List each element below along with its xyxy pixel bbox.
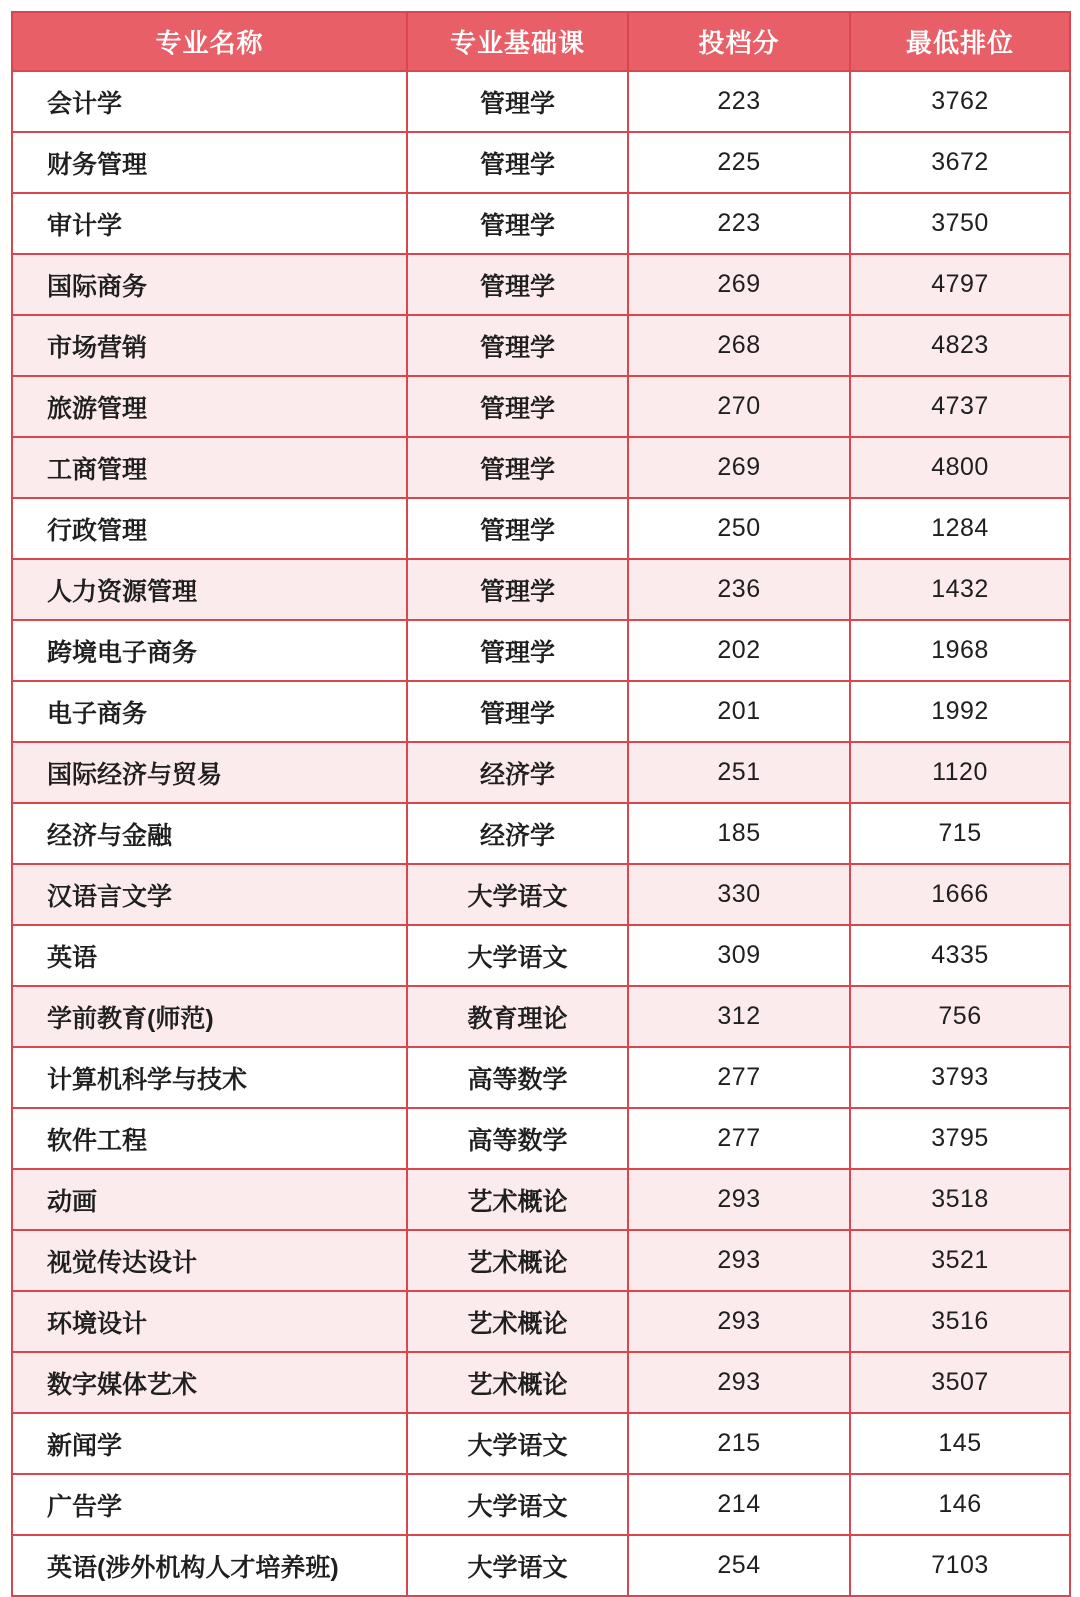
cell-admission-score: 277 xyxy=(628,1047,850,1108)
cell-basic-course: 管理学 xyxy=(407,315,628,376)
table-row xyxy=(12,1047,1070,1108)
cell-major-name: 英语 xyxy=(12,925,407,986)
table-row xyxy=(12,254,1070,315)
cell-basic-course: 管理学 xyxy=(407,132,628,193)
cell-admission-score: 225 xyxy=(628,132,850,193)
table-row xyxy=(12,986,1070,1047)
column-header-basic-course: 专业基础课 xyxy=(407,12,628,71)
cell-admission-score: 251 xyxy=(628,742,850,803)
cell-major-name: 广告学 xyxy=(12,1474,407,1535)
cell-major-name: 学前教育(师范) xyxy=(12,986,407,1047)
cell-major-name: 经济与金融 xyxy=(12,803,407,864)
cell-lowest-rank: 1120 xyxy=(850,742,1070,803)
cell-major-name: 国际商务 xyxy=(12,254,407,315)
cell-lowest-rank: 7103 xyxy=(850,1535,1070,1596)
cell-basic-course: 大学语文 xyxy=(407,1535,628,1596)
cell-lowest-rank: 3762 xyxy=(850,71,1070,132)
cell-lowest-rank: 3795 xyxy=(850,1108,1070,1169)
cell-basic-course: 高等数学 xyxy=(407,1108,628,1169)
cell-major-name: 人力资源管理 xyxy=(12,559,407,620)
cell-major-name: 工商管理 xyxy=(12,437,407,498)
cell-basic-course: 管理学 xyxy=(407,254,628,315)
cell-lowest-rank: 3750 xyxy=(850,193,1070,254)
table-row xyxy=(12,498,1070,559)
cell-basic-course: 管理学 xyxy=(407,71,628,132)
table-row xyxy=(12,1108,1070,1169)
cell-lowest-rank: 145 xyxy=(850,1413,1070,1474)
cell-admission-score: 293 xyxy=(628,1352,850,1413)
cell-admission-score: 202 xyxy=(628,620,850,681)
cell-major-name: 汉语言文学 xyxy=(12,864,407,925)
cell-basic-course: 艺术概论 xyxy=(407,1230,628,1291)
cell-admission-score: 270 xyxy=(628,376,850,437)
table-row xyxy=(12,620,1070,681)
cell-major-name: 审计学 xyxy=(12,193,407,254)
table-row xyxy=(12,71,1070,132)
table-row xyxy=(12,1230,1070,1291)
cell-admission-score: 214 xyxy=(628,1474,850,1535)
table-body xyxy=(12,71,1070,1596)
cell-major-name: 财务管理 xyxy=(12,132,407,193)
cell-lowest-rank: 3521 xyxy=(850,1230,1070,1291)
cell-major-name: 跨境电子商务 xyxy=(12,620,407,681)
cell-lowest-rank: 4737 xyxy=(850,376,1070,437)
table-row xyxy=(12,132,1070,193)
cell-admission-score: 312 xyxy=(628,986,850,1047)
table-row xyxy=(12,1413,1070,1474)
cell-admission-score: 277 xyxy=(628,1108,850,1169)
cell-admission-score: 268 xyxy=(628,315,850,376)
cell-major-name: 计算机科学与技术 xyxy=(12,1047,407,1108)
cell-admission-score: 269 xyxy=(628,254,850,315)
cell-major-name: 电子商务 xyxy=(12,681,407,742)
cell-lowest-rank: 4800 xyxy=(850,437,1070,498)
cell-admission-score: 223 xyxy=(628,71,850,132)
cell-basic-course: 大学语文 xyxy=(407,864,628,925)
cell-basic-course: 艺术概论 xyxy=(407,1352,628,1413)
table-header xyxy=(12,12,1070,71)
cell-basic-course: 管理学 xyxy=(407,376,628,437)
table-row xyxy=(12,1352,1070,1413)
cell-basic-course: 管理学 xyxy=(407,620,628,681)
cell-basic-course: 经济学 xyxy=(407,803,628,864)
cell-lowest-rank: 4797 xyxy=(850,254,1070,315)
cell-admission-score: 254 xyxy=(628,1535,850,1596)
cell-basic-course: 大学语文 xyxy=(407,1413,628,1474)
cell-admission-score: 215 xyxy=(628,1413,850,1474)
cell-lowest-rank: 146 xyxy=(850,1474,1070,1535)
cell-admission-score: 250 xyxy=(628,498,850,559)
cell-lowest-rank: 4335 xyxy=(850,925,1070,986)
column-header-lowest-rank: 最低排位 xyxy=(850,12,1070,71)
cell-admission-score: 223 xyxy=(628,193,850,254)
cell-major-name: 市场营销 xyxy=(12,315,407,376)
cell-lowest-rank: 3516 xyxy=(850,1291,1070,1352)
column-header-admission-score: 投档分 xyxy=(628,12,850,71)
cell-basic-course: 经济学 xyxy=(407,742,628,803)
cell-lowest-rank: 1992 xyxy=(850,681,1070,742)
cell-admission-score: 309 xyxy=(628,925,850,986)
table-row xyxy=(12,315,1070,376)
cell-basic-course: 大学语文 xyxy=(407,925,628,986)
table-row xyxy=(12,1291,1070,1352)
table-header-row xyxy=(12,12,1070,71)
cell-major-name: 数字媒体艺术 xyxy=(12,1352,407,1413)
table-row xyxy=(12,437,1070,498)
cell-admission-score: 293 xyxy=(628,1291,850,1352)
table-row xyxy=(12,803,1070,864)
cell-basic-course: 教育理论 xyxy=(407,986,628,1047)
table-row xyxy=(12,1474,1070,1535)
cell-basic-course: 艺术概论 xyxy=(407,1169,628,1230)
cell-lowest-rank: 3793 xyxy=(850,1047,1070,1108)
table-row xyxy=(12,742,1070,803)
table-row xyxy=(12,559,1070,620)
cell-basic-course: 高等数学 xyxy=(407,1047,628,1108)
cell-major-name: 行政管理 xyxy=(12,498,407,559)
table-row xyxy=(12,376,1070,437)
cell-major-name: 英语(涉外机构人才培养班) xyxy=(12,1535,407,1596)
cell-lowest-rank: 1284 xyxy=(850,498,1070,559)
cell-major-name: 旅游管理 xyxy=(12,376,407,437)
cell-admission-score: 201 xyxy=(628,681,850,742)
admission-score-table-container xyxy=(11,11,1071,1597)
cell-basic-course: 管理学 xyxy=(407,437,628,498)
cell-major-name: 软件工程 xyxy=(12,1108,407,1169)
table-row xyxy=(12,193,1070,254)
cell-major-name: 国际经济与贸易 xyxy=(12,742,407,803)
cell-admission-score: 293 xyxy=(628,1230,850,1291)
cell-lowest-rank: 3672 xyxy=(850,132,1070,193)
cell-admission-score: 269 xyxy=(628,437,850,498)
cell-major-name: 动画 xyxy=(12,1169,407,1230)
cell-admission-score: 330 xyxy=(628,864,850,925)
cell-major-name: 环境设计 xyxy=(12,1291,407,1352)
cell-lowest-rank: 715 xyxy=(850,803,1070,864)
cell-basic-course: 大学语文 xyxy=(407,1474,628,1535)
cell-lowest-rank: 3518 xyxy=(850,1169,1070,1230)
table-row xyxy=(12,1535,1070,1596)
table-row xyxy=(12,864,1070,925)
cell-major-name: 新闻学 xyxy=(12,1413,407,1474)
cell-lowest-rank: 1666 xyxy=(850,864,1070,925)
cell-basic-course: 艺术概论 xyxy=(407,1291,628,1352)
cell-lowest-rank: 4823 xyxy=(850,315,1070,376)
cell-major-name: 会计学 xyxy=(12,71,407,132)
column-header-major-name: 专业名称 xyxy=(12,12,407,71)
cell-lowest-rank: 1432 xyxy=(850,559,1070,620)
cell-major-name: 视觉传达设计 xyxy=(12,1230,407,1291)
cell-basic-course: 管理学 xyxy=(407,681,628,742)
admission-score-table xyxy=(11,11,1071,1597)
cell-lowest-rank: 3507 xyxy=(850,1352,1070,1413)
table-row xyxy=(12,681,1070,742)
cell-admission-score: 293 xyxy=(628,1169,850,1230)
cell-lowest-rank: 756 xyxy=(850,986,1070,1047)
cell-basic-course: 管理学 xyxy=(407,559,628,620)
table-row xyxy=(12,925,1070,986)
cell-admission-score: 236 xyxy=(628,559,850,620)
table-row xyxy=(12,1169,1070,1230)
cell-basic-course: 管理学 xyxy=(407,498,628,559)
cell-lowest-rank: 1968 xyxy=(850,620,1070,681)
cell-admission-score: 185 xyxy=(628,803,850,864)
cell-basic-course: 管理学 xyxy=(407,193,628,254)
